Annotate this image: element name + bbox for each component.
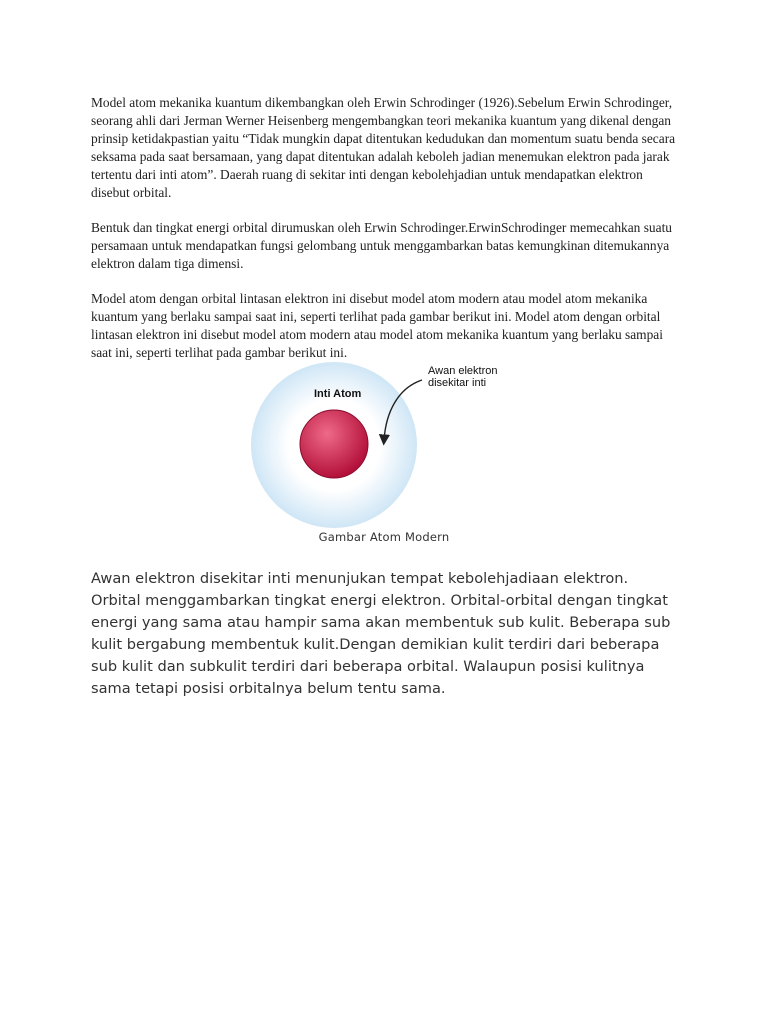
paragraph-3	[91, 290, 681, 362]
paragraph-2	[91, 219, 681, 273]
paragraph-3-text: Model atom dengan orbital lintasan elektron ini disebut model atom modern atau model atom mekanika kuantum yang berlaku sampai saat ini, seperti terlihat pada gambar berikut ini. Model atom dengan orbital lintasan elektron ini disebut model atom modern atau model atom mekanika kuantum yang berlaku sampai saat ini, seperti terlihat pada gambar berikut ini.	[91, 291, 663, 360]
paragraph-2-text: Bentuk dan tingkat energi orbital dirumuskan oleh Erwin Schrodinger.ErwinSchrodinger memecahkan suatu persamaan untuk mendapatkan fungsi gelombang untuk menggambarkan batas kemungkinan ditemukannya elektron dalam tiga dimensi.	[91, 220, 672, 271]
atom-diagram	[250, 360, 520, 530]
atom-modern-figure	[250, 360, 520, 530]
paragraph-1-text: Model atom mekanika kuantum dikembangkan oleh Erwin Schrodinger (1926).Sebelum Erwin Schrodinger, seorang ahli dari Jerman Werner Heisenberg mengembangkan teori mekanika kuantum yang dikenal dengan prinsip ketidakpastian yaitu “Tidak mungkin dapat ditentukan kedudukan dan momentum suatu benda secara seksama pada saat bersamaan, yang dapat ditentukan adalah keboleh jadian menemukan elektron pada jarak tertentu dari inti atom”. Daerah ruang di sekitar inti dengan kebolehjadian untuk mendapatkan elektron disebut orbital.	[91, 95, 676, 200]
paragraph-4-text: Awan elektron disekitar inti menunjukan tempat kebolehjadiaan elektron. Orbital menggambarkan tingkat energi elektron. Orbital-orbital dengan tingkat energi yang sama atau hampir sama akan membentuk sub kulit. Beberapa sub kulit bergabung membentuk kulit.Dengan demikian kulit terdiri dari beberapa sub kulit dan subkulit terdiri dari beberapa orbital. Walaupun posisi kulitnya sama tetapi posisi orbitalnya belum tentu sama.	[91, 570, 671, 697]
nucleus-label: Inti Atom	[314, 388, 362, 400]
atom-nucleus	[300, 410, 368, 478]
paragraph-4	[91, 568, 681, 700]
figure-caption: Gambar Atom Modern	[318, 530, 450, 544]
paragraph-1	[91, 94, 681, 202]
cloud-label-line2: disekitar inti	[428, 377, 487, 389]
cloud-label-line1: Awan elektron	[428, 365, 498, 377]
